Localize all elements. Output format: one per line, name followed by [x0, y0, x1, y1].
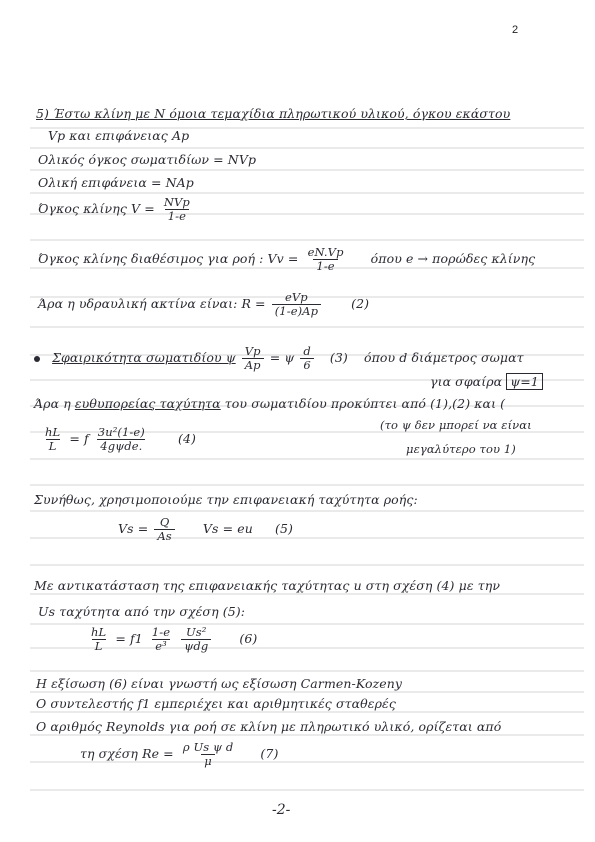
- text-line-6: [38, 246, 535, 273]
- fraction-denominator: (1-e)Ap: [272, 304, 321, 318]
- fraction-denominator: e³: [152, 639, 170, 653]
- fraction-numerator: Vp: [244, 344, 261, 358]
- text-line-8: [34, 345, 524, 372]
- surface-velocity-relation: Vs = eu: [202, 521, 253, 537]
- text-line-18: Η εξίσωση (6) είναι γνωστή ως εξίσωση Carmen-Kozeny: [36, 676, 403, 691]
- text-line-7: [38, 291, 369, 318]
- fraction-denominator: L: [46, 439, 60, 453]
- line-10-start: Άρα η: [34, 396, 71, 411]
- text-line-19: Ο συντελεστής f1 εμπεριέχει και αριθμητικές σταθερές: [36, 696, 396, 711]
- equation-number: (6): [239, 631, 258, 647]
- void-volume-fraction: [305, 246, 347, 273]
- sphericity-label: Σφαιρικότητα σωματιδίου ψ: [52, 350, 236, 366]
- text-line-10: [34, 396, 505, 411]
- equation-number: (7): [260, 746, 279, 762]
- fraction-denominator: 4gψde.: [97, 439, 145, 453]
- fraction-denominator: 6: [300, 358, 313, 372]
- text-line-3: Ολικός όγκος σωματιδίων = ΝVp: [38, 152, 257, 167]
- surface-velocity-fraction: [154, 516, 174, 543]
- sphericity-box: ψ=1: [506, 373, 543, 390]
- page-number-bottom: -2-: [272, 802, 291, 818]
- text-line-4: Ολική επιφάνεια = ΝAp: [38, 175, 194, 190]
- equation-number: (5): [274, 521, 293, 537]
- bed-volume-fraction: [161, 196, 193, 223]
- reynolds-label: τη σχέση Re =: [80, 746, 174, 762]
- surface-velocity-label: Vs =: [118, 521, 149, 537]
- fraction-denominator: 1-e: [313, 259, 337, 273]
- page-number-top: 2: [512, 24, 519, 36]
- fraction-numerator: NVp: [163, 195, 190, 209]
- bullet-icon: [34, 356, 40, 362]
- equation-number: (4): [177, 431, 196, 447]
- fraction-numerator: 3u²(1-e): [97, 425, 145, 439]
- fraction-numerator: Q: [159, 515, 170, 529]
- fraction-denominator: L: [92, 639, 106, 653]
- velocity-fraction: [181, 626, 211, 653]
- fraction-numerator: eVp: [284, 290, 308, 304]
- text-line-21: [80, 741, 278, 768]
- text-line-14: [118, 516, 293, 543]
- porosity-note: όπου e → πορώδες κλίνης: [370, 251, 536, 267]
- fraction-numerator: Us²: [186, 625, 207, 639]
- fraction-denominator: μ: [201, 754, 215, 768]
- text-line-17: [86, 626, 257, 653]
- friction-factor: = f1: [115, 631, 143, 647]
- void-volume-label: Όγκος κλίνης διαθέσιμος για ροή : Vv =: [38, 251, 299, 267]
- text-line-9: [430, 374, 543, 389]
- bed-volume-label: Όγκος κλίνης V =: [38, 201, 155, 217]
- equation-4-fraction: [95, 426, 148, 453]
- diameter-note: όπου d διάμετρος σωματ: [363, 350, 524, 366]
- fraction-denominator: As: [154, 529, 174, 543]
- text-line-13: Συνήθως, χρησιμοποιούμε την επιφανειακή ταχύτητα ροής:: [34, 492, 418, 507]
- text-line-15: Με αντικατάσταση της επιφανειακής ταχύτητας u στη σχέση (4) με την: [34, 578, 501, 593]
- text-line-5: [38, 196, 195, 223]
- fraction-numerator: eN.Vp: [307, 245, 344, 259]
- text-line-11: [40, 426, 196, 453]
- fraction-numerator: 1-e: [151, 625, 171, 639]
- sphere-note: για σφαίρα: [430, 374, 503, 389]
- text-line-16: Us ταχύτητα από την σχέση (5):: [38, 604, 246, 619]
- fraction-numerator: d: [303, 344, 311, 358]
- head-loss-fraction: [42, 426, 63, 453]
- sphericity-fraction-1: [242, 345, 264, 372]
- sphericity-limit-note-2: μεγαλύτερο του 1): [406, 442, 516, 456]
- reynolds-fraction: [180, 741, 237, 768]
- sphericity-limit-note-1: (το ψ δεν μπορεί να είναι: [380, 418, 532, 432]
- text-line-1: [36, 106, 510, 121]
- fraction-numerator: hL: [91, 625, 107, 639]
- fraction-numerator: hL: [45, 425, 61, 439]
- head-loss-fraction: [88, 626, 109, 653]
- hydraulic-radius-label: Άρα η υδραυλική ακτίνα είναι: R =: [38, 296, 266, 312]
- fraction-denominator: Ap: [242, 358, 264, 372]
- equation-number: (2): [351, 296, 370, 312]
- fraction-denominator: ψdg: [181, 639, 211, 653]
- problem-statement: 5) Έστω κλίνη με Ν όμοια τεμαχίδια πληρωτικού υλικού, όγκου εκάστου: [36, 106, 511, 121]
- sphericity-equals: = ψ: [269, 350, 295, 366]
- friction-factor: = f: [69, 431, 89, 447]
- line-10-end: του σωματιδίου προκύπτει από (1),(2) και (: [224, 396, 506, 411]
- fraction-numerator: ρ Us ψ d: [182, 740, 234, 754]
- equation-number: (3): [329, 350, 348, 366]
- fraction-denominator: 1-e: [165, 209, 189, 223]
- porosity-fraction: [149, 626, 173, 653]
- superficial-velocity-term: ευθυπορείας ταχύτητα: [74, 396, 221, 411]
- sphericity-fraction-2: [300, 345, 313, 372]
- text-line-20: Ο αριθμός Reynolds για ροή σε κλίνη με πληρωτικό υλικό, ορίζεται από: [36, 719, 502, 734]
- hydraulic-radius-fraction: [272, 291, 321, 318]
- text-line-2: Vp και επιφάνειας Ap: [48, 128, 190, 143]
